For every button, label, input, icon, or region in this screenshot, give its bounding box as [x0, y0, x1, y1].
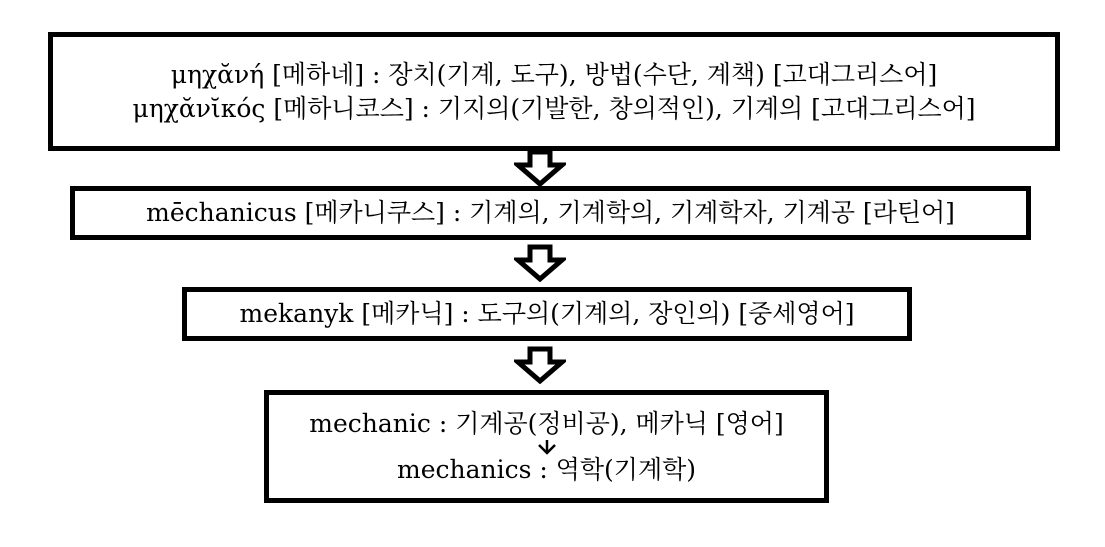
etymology-box-english — [264, 390, 829, 503]
down-arrow-icon — [514, 244, 566, 282]
english-mechanics-entry: mechanics : 역학(기계학) — [396, 454, 696, 484]
down-arrow-icon — [514, 346, 566, 384]
small-down-arrow-icon — [536, 439, 558, 455]
etymology-box-middle-english — [182, 287, 912, 341]
english-mechanic-entry: mechanic : 기계공(정비공), 메카닉 [영어] — [309, 408, 784, 438]
ancient-greek-mechane-entry: μηχᾰνή [메하네] : 장치(기계, 도구), 방법(수단, 계책) [고대그리스어] — [170, 59, 938, 89]
etymology-box-latin — [70, 186, 1031, 240]
down-arrow-icon — [514, 149, 566, 187]
ancient-greek-mechanikos-entry: μηχᾰνῐκός [메하니코스] : 기지의(기발한, 창의적인), 기계의 [고대그리스어] — [132, 93, 976, 123]
etymology-box-ancient-greek — [48, 32, 1060, 151]
middle-english-mekanyk-entry: mekanyk [메카닉] : 도구의(기계의, 장인의) [중세영어] — [239, 299, 855, 329]
latin-mechanicus-entry: mēchanicus [메카니쿠스] : 기계의, 기계학의, 기계학자, 기계공 [라틴어] — [146, 198, 955, 228]
